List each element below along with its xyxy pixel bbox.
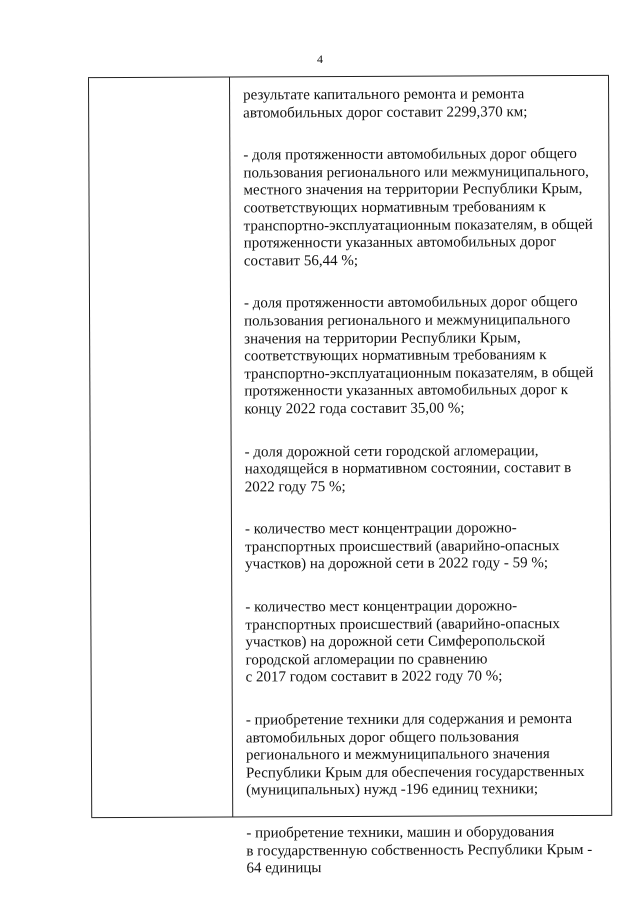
paragraph-roads-share-2022: - доля протяженности автомобильных дорог общего пользования регионального и межмуниципального значения на территории Республики Крым, соответствующих нормативным требованиям к транспортно-эксплуатационным показателям, в общей протяженности указанных автомобильных дорог к концу 2022 года составит 35,00 %;: [243, 294, 594, 418]
page-number: 4: [317, 52, 323, 66]
paragraph-regional-roads-share: - доля протяженности автомобильных дорог общего пользования регионального или межмуниципального, местного значения на территории Республики Крым, соответствующих нормативным требованиям к транспортно-эксплуатационным показателям, в общей протяженности указанных автомобильных дорог составит 56,44 %;: [243, 146, 593, 270]
table-left-cell: [88, 78, 233, 818]
document-table: [88, 75, 612, 877]
paragraph-accident-spots: - количество мест концентрации дорожно- транспортных происшествий (аварийно-опасных участков) на дорожной сети в 2022 году - 59 %;: [244, 520, 560, 573]
paragraph-maintenance-equipment: - приобретение техники для содержания и ремонта автомобильных дорог общего пользования регионального и межмуниципального значения Республики Крым для обеспечения государственных (муниципальных) нужд -196 единиц техники;: [245, 711, 585, 799]
paragraph-repair-length: результате капитального ремонта и ремонта автомобильных дорог составит 2299,370 км;: [243, 86, 528, 122]
paragraph-agglomeration-network: - доля дорожной сети городской агломерации, находящейся в нормативном состоянии, составит в 2022 году 75 %;: [244, 442, 572, 496]
paragraph-simferopol-accident-spots: - количество мест концентрации дорожно- транспортных происшествий (аварийно-опасных участков) на дорожной сети Симферопольской городской агломерации по сравнению с 2017 годом составит в 2022 году 70 %;: [245, 598, 560, 686]
paragraph-equipment-acquisition: - приобретение техники, машин и оборудования в государственную собственность Республики Крым - 64 единицы: [246, 824, 593, 877]
table-right-cell: [230, 76, 612, 877]
